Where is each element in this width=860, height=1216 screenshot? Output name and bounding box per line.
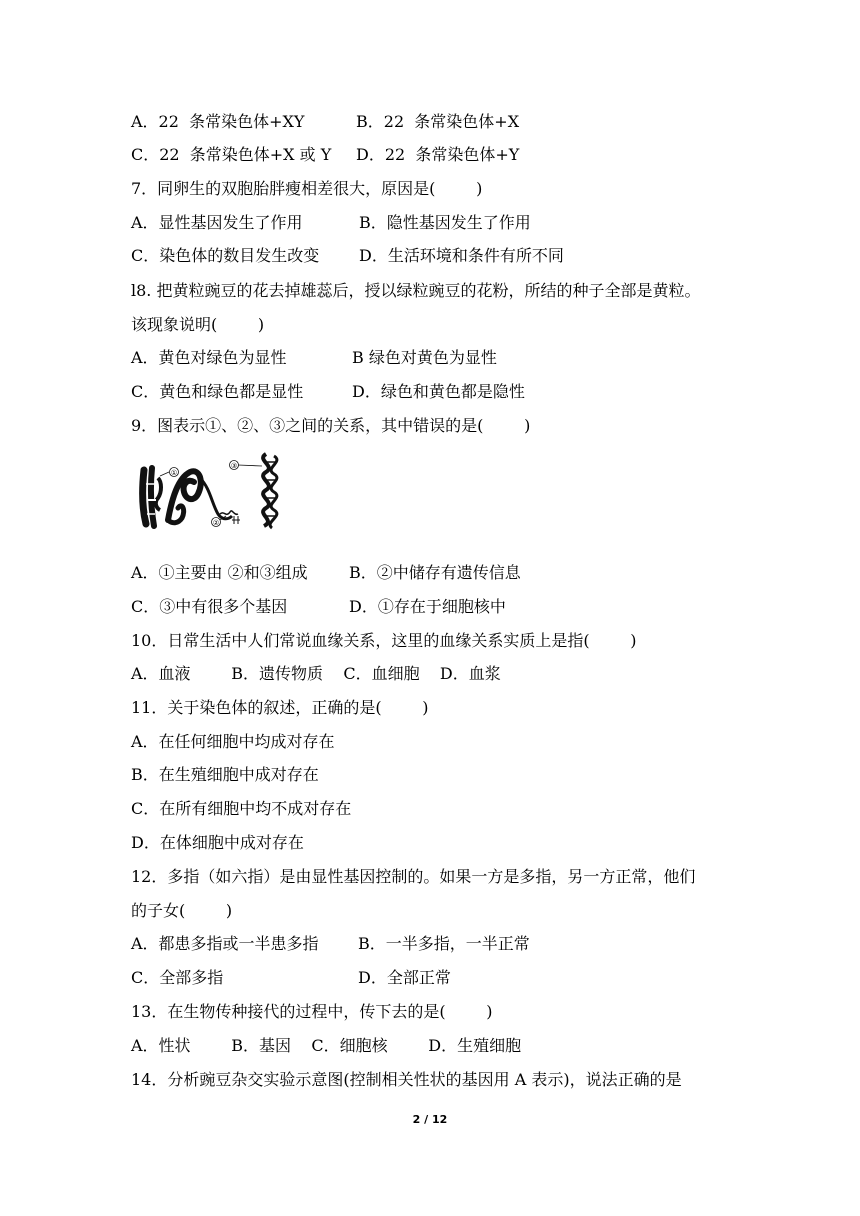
q13-options: A．性状 B．基因 C．细胞核 D．生殖细胞	[131, 1036, 522, 1055]
q9-options-row2	[131, 597, 506, 617]
q8-option-b: B 绿色对黄色为显性	[352, 348, 497, 367]
q6-option-d: D．22 条常染色体+Y	[356, 145, 520, 164]
q12-option-c: C．全部多指	[131, 968, 224, 987]
q9-option-c: C．③中有很多个基因	[131, 597, 288, 616]
q7-option-d: D．生活环境和条件有所不同	[359, 246, 564, 265]
q6-option-b: B．22 条常染色体+X	[356, 112, 520, 131]
q8-options-row1	[131, 348, 497, 368]
q7-option-a: A．显性基因发生了作用	[131, 213, 303, 232]
q12-option-b: B．一半多指，一半正常	[358, 934, 530, 953]
q7-options-row2	[131, 246, 564, 266]
q9-options-row1	[131, 563, 521, 583]
q8-stem-line2: 该现象说明( )	[131, 315, 265, 334]
q9-option-b: B．②中储存有遗传信息	[349, 563, 521, 582]
q12-option-a: A．都患多指或一半患多指	[131, 934, 319, 953]
q6-option-c: C．22 条常染色体+X 或 Y	[131, 145, 332, 164]
q8-option-a: A．黄色对绿色为显性	[131, 348, 287, 367]
chromosome-dna-gene-figure	[138, 448, 288, 534]
figure-label-2: ②	[212, 519, 220, 527]
q12-stem-line2: 的子女( )	[131, 901, 233, 920]
q8-option-c: C．黄色和绿色都是显性	[131, 382, 304, 401]
q11-option-d: D．在体细胞中成对存在	[131, 833, 304, 852]
q12-options-row2	[131, 968, 451, 988]
page-number: 2 / 12	[412, 1113, 448, 1126]
q14-stem: 14．分析豌豆杂交实验示意图(控制相关性状的基因用 A 表示)，说法正确的是	[131, 1070, 682, 1089]
q8-option-d: D．绿色和黄色都是隐性	[352, 382, 525, 401]
q9-option-d: D．①存在于细胞核中	[349, 597, 506, 616]
q9-stem: 9．图表示①、②、③之间的关系，其中错误的是( )	[131, 416, 531, 435]
figure-label-3: ③	[230, 462, 238, 470]
q11-stem: 11．关于染色体的叙述，正确的是( )	[131, 698, 429, 717]
coiled-dna-shape	[168, 471, 240, 524]
q12-options-row1	[131, 934, 530, 954]
q10-stem: 10．日常生活中人们常说血缘关系，这里的血缘关系实质上是指( )	[131, 631, 637, 650]
q13-stem: 13．在生物传种接代的过程中，传下去的是( )	[131, 1002, 493, 1021]
q12-option-d: D．全部正常	[358, 968, 451, 987]
q11-option-a: A．在任何细胞中均成对存在	[131, 732, 335, 751]
q7-options-row1	[131, 213, 531, 233]
q6-options-row1	[131, 112, 520, 132]
q8-options-row2	[131, 382, 525, 402]
q7-option-b: B．隐性基因发生了作用	[359, 213, 531, 232]
q11-option-b: B．在生殖细胞中成对存在	[131, 765, 319, 784]
q6-option-a: A．22 条常染色体+XY	[131, 112, 305, 131]
q11-option-c: C．在所有细胞中均不成对存在	[131, 799, 352, 818]
q12-stem-line1: 12．多指（如六指）是由显性基因控制的。如果一方是多指，另一方正常，他们	[131, 867, 696, 886]
figure-label-1: ①	[170, 469, 178, 477]
chromosome-shape	[143, 468, 161, 526]
q9-option-a: A．①主要由 ②和③组成	[131, 563, 308, 582]
q10-options: A．血液 B．遗传物质 C．血细胞 D．血浆	[131, 664, 501, 683]
q6-options-row2	[131, 145, 520, 165]
q8-stem-line1: l8. 把黄粒豌豆的花去掉雄蕊后，授以绿粒豌豆的花粉，所结的种子全部是黄粒。	[131, 281, 701, 300]
dna-helix-shape	[263, 454, 277, 528]
q7-stem: 7．同卵生的双胞胎胖瘦相差很大，原因是( )	[131, 179, 483, 198]
q7-option-c: C．染色体的数目发生改变	[131, 246, 320, 265]
